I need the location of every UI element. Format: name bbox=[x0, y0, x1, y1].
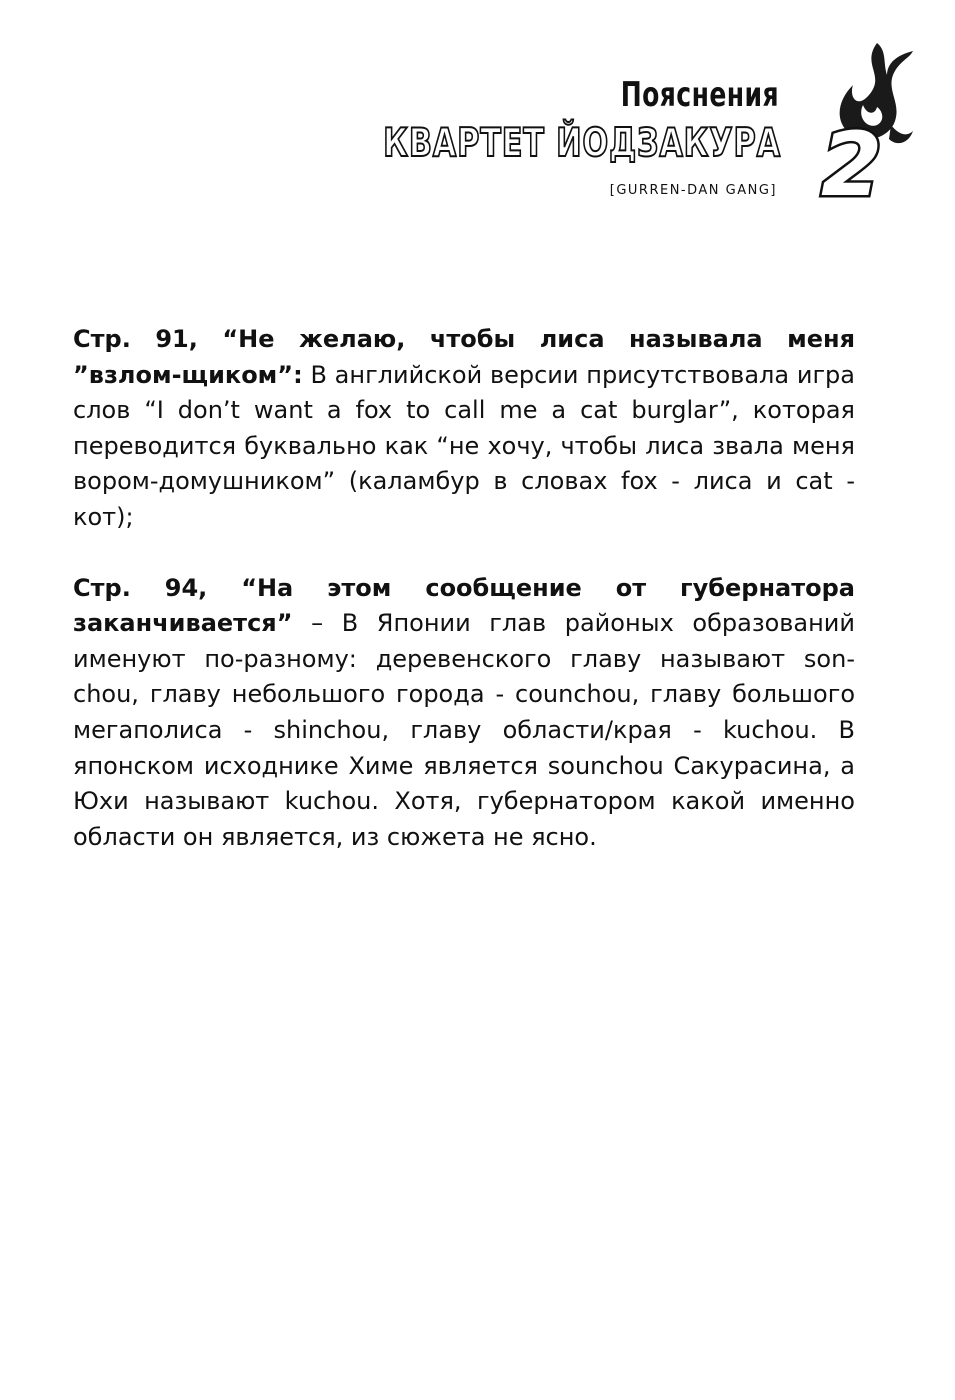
note-item bbox=[73, 322, 855, 536]
note-text: В английской версии присутствовала игра слов “I don’t want a fox to call me a cat burglar”, которая переводится буквально как “не хочу, чтобы лиса звала меня вором-домушником” (каламбур в словах fox - лиса и cat - кот); bbox=[73, 360, 855, 531]
page-header bbox=[383, 35, 921, 210]
header-title: Пояснения bbox=[620, 75, 779, 115]
note-item bbox=[73, 571, 855, 856]
volume-flame-logo bbox=[791, 35, 921, 210]
volume-number: 2 bbox=[821, 113, 883, 210]
note-text: – В Японии глав районых образований именуют по-разному: деревенского главу называют son-chou, главу небольшого города - counchou, главу большого мегаполиса - shinchou, главу области/края - kuchou. В японском исходнике Химе является sounchou Сакурасина, а Юхи называют kuchou. Хотя, губернатором какой именно области он является, из сюжета не ясно. bbox=[73, 609, 855, 851]
series-logo-text: КВАРТЕТ ЙОДЗАКУРА bbox=[383, 121, 781, 166]
notes-body bbox=[73, 322, 855, 890]
note-label: Стр. 91, “Не желаю, чтобы лиса называла меня ”взлом-щиком”: bbox=[73, 325, 855, 389]
scanlation-group-label: [GURREN-DAN GANG] bbox=[609, 183, 777, 198]
note-label: Стр. 94, “На этом сообщение от губернатора заканчивается” bbox=[73, 573, 855, 638]
